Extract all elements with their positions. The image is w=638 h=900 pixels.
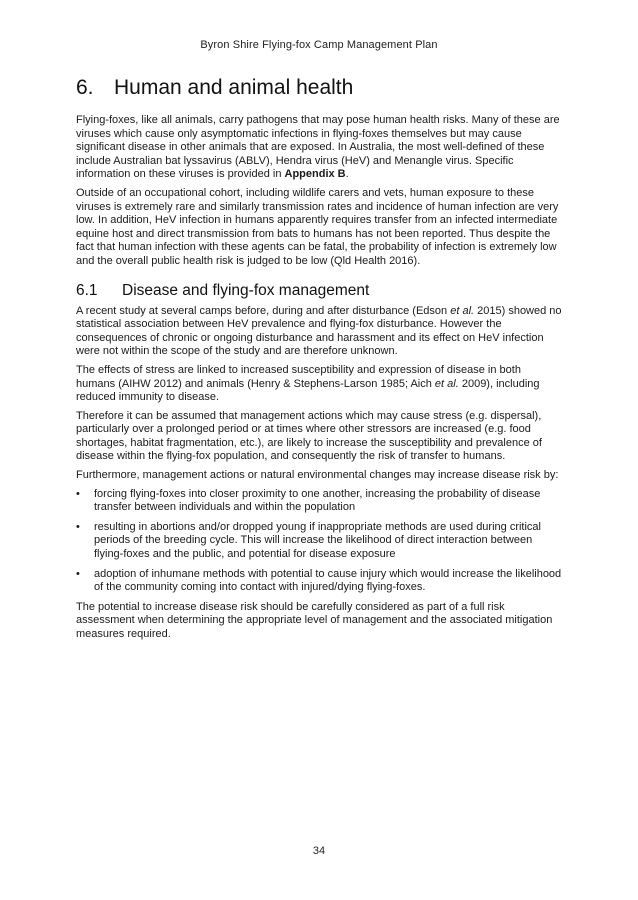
intro-paragraph-2: Outside of an occupational cohort, including wildlife carers and vets, human exposure to these viruses is extremely rare and similarly transmission rates and incidence of human infection are very low. In addition, HeV infection in humans apparently requires transfer from an infected intermediate equine host and direct transmission from bats to humans has not been reported. Thus despite the fact that human infection with these agents can be fatal, the probability of infection is extremely low and the overall public health risk is judged to be low (Qld Health 2016). — [76, 186, 559, 267]
list-item — [76, 521, 562, 562]
section-number: 6. — [76, 76, 94, 99]
section-title: Human and animal health — [114, 76, 354, 99]
subsection-paragraph-3: Therefore it can be assumed that management actions which may cause stress (e.g. dispersal), particularly over a prolonged period or at times where other stressors are increased (e.g. food shortages, habitat fragmentation, etc.), are likely to increase the susceptibility and prevalence of disease within the flying-fox population, and consequently the risk of transfer to humans. — [76, 409, 542, 463]
subsection-paragraph-1-b: 2015) showed no statistical association between HeV prevalence and flying-fox disturbance. However the consequences of chronic or ongoing disturbance and harassment and its effect on HeV infection were not within the scope of the study and are therefore unknown. — [76, 304, 562, 358]
list-item-text: resulting in abortions and/or dropped young if inappropriate methods are used during critical periods of the breeding cycle. This will increase the likelihood of direct interaction between flying-foxes and the public, and potential for disease exposure — [94, 520, 541, 561]
risk-bullet-list — [76, 488, 562, 595]
bullet-icon: • — [76, 520, 80, 533]
subsection-paragraph-2-a: The effects of stress are linked to increased susceptibility and expression of disease in both humans (AIHW 2012) and animals (Henry & Stephens-Larson 1985; Aich — [76, 363, 521, 390]
subsection-paragraph-1-a: A recent study at several camps before, during and after disturbance (Edson — [76, 304, 451, 317]
citation-et-al: et al. — [450, 304, 475, 317]
intro-paragraph-1-text: Flying-foxes, like all animals, carry pathogens that may pose human health risks. Many of these are viruses which cause only asymptomatic infections in flying-foxes themselves but may cause significant disease in other animals that are exposed. In Australia, the most well-defined of these include Australian bat lyssavirus (ABLV), Hendra virus (HeV) and Menangle virus. Specific information on these viruses is provided in — [76, 114, 560, 181]
section-heading — [76, 76, 562, 100]
subsection-heading — [76, 282, 562, 300]
subsection-title: Disease and flying-fox management — [122, 281, 370, 299]
running-header: Byron Shire Flying-fox Camp Management Plan — [200, 39, 438, 51]
subsection-paragraph-2-b: 2009), including reduced immunity to disease. — [76, 377, 540, 404]
bullet-icon: • — [76, 567, 80, 580]
subsection-paragraph-1 — [76, 305, 562, 359]
citation-et-al: et al. — [434, 377, 459, 390]
list-item-text: adoption of inhumane methods with potential to cause injury which would increase the likelihood of the community coming into contact with injured/dying flying-foxes. — [94, 567, 562, 594]
intro-paragraph-1-end: . — [345, 168, 349, 181]
subsection-paragraph-2 — [76, 364, 562, 405]
list-item-text: forcing flying-foxes into closer proximity to one another, increasing the probability of disease transfer between individuals and within the population — [94, 487, 541, 514]
subsection-paragraph-4: Furthermore, management actions or natural environmental changes may increase disease risk by: — [76, 469, 559, 482]
list-item — [76, 488, 562, 515]
page-content — [76, 76, 562, 647]
appendix-reference: Appendix B — [284, 168, 346, 181]
subsection-paragraph-5: The potential to increase disease risk should be carefully considered as part of a full risk assessment when determining the appropriate level of management and the associated mitigation measures required. — [76, 600, 553, 640]
bullet-icon: • — [76, 487, 80, 500]
list-item — [76, 568, 562, 595]
page-number: 34 — [312, 845, 326, 857]
intro-paragraph-1 — [76, 114, 562, 182]
subsection-number: 6.1 — [76, 281, 98, 299]
